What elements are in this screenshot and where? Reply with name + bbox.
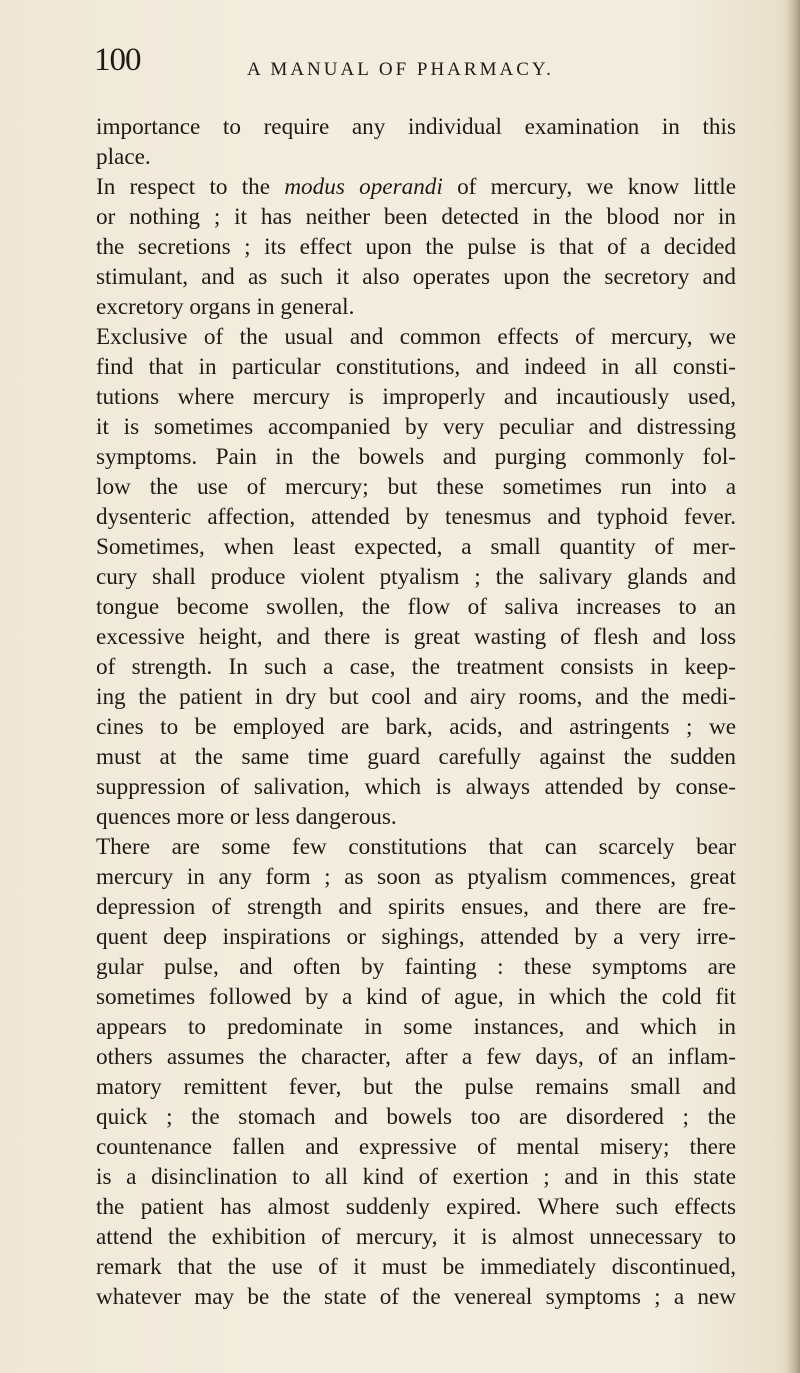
text-line: quences more or less dangerous. [96,804,397,830]
text-line: tutions where mercury is improperly and incautiously used, [96,384,736,410]
text-line: cines to be employed are bark, acids, and astringents ; we [96,714,736,740]
page-edge-shadow [786,0,800,1373]
page-number: 100 [94,42,141,78]
text-line: sometimes followed by a kind of ague, in which the cold fit [96,984,736,1010]
text-line: importance to require any individual examination in this [96,114,736,140]
text-line: excessive height, and there is great wasting of flesh and loss [96,624,736,650]
text-line: cury shall produce violent ptyalism ; the salivary glands and [96,564,736,590]
text-line: appears to predominate in some instances, and which in [96,1014,736,1040]
text-line: suppression of salivation, which is always attended by conse- [96,774,736,800]
text-line: quent deep inspirations or sighings, attended by a very irre- [96,924,736,950]
text-line: dysenteric affection, attended by tenesmus and typhoid fever. [96,504,736,530]
text-line: or nothing ; it has neither been detected in the blood nor in [96,204,736,230]
text-line: In respect to the modus operandi of mercury, we know little [96,174,736,200]
text-line: it is sometimes accompanied by very peculiar and distressing [96,414,736,440]
text-line: excretory organs in general. [96,294,355,320]
text-line: symptoms. Pain in the bowels and purging commonly fol- [96,444,736,470]
text-line: countenance fallen and expressive of mental misery; there [96,1134,736,1160]
text-line: the patient has almost suddenly expired. Where such effects [96,1194,736,1220]
text-line: There are some few constitutions that can scarcely bear [96,834,736,860]
text-line: is a disinclination to all kind of exertion ; and in this state [96,1164,736,1190]
text-line: must at the same time guard carefully against the sudden [96,744,736,770]
text-line: matory remittent fever, but the pulse remains small and [96,1074,736,1100]
running-head: A MANUAL OF PHARMACY. [247,59,554,80]
text-line: Exclusive of the usual and common effects of mercury, we [96,324,736,350]
text-line: remark that the use of it must be immediately discontinued, [96,1254,736,1280]
text-line: gular pulse, and often by fainting : these symptoms are [96,954,736,980]
text-line: tongue become swollen, the flow of saliva increases to an [96,594,736,620]
text-line: find that in particular constitutions, and indeed in all consti- [96,354,736,380]
text-line: depression of strength and spirits ensues, and there are fre- [96,894,736,920]
text-line: stimulant, and as such it also operates upon the secretory and [96,264,736,290]
text-line: attend the exhibition of mercury, it is almost unnecessary to [96,1224,736,1250]
text-line: whatever may be the state of the venereal symptoms ; a new [96,1284,736,1310]
text-line: place. [96,144,151,170]
text-line: the secretions ; its effect upon the pulse is that of a decided [96,234,736,260]
text-line: ing the patient in dry but cool and airy rooms, and the medi- [96,684,736,710]
text-line: low the use of mercury; but these sometimes run into a [96,474,736,500]
text-line: Sometimes, when least expected, a small quantity of mer- [96,534,736,560]
text-line: of strength. In such a case, the treatment consists in keep- [96,654,736,680]
text-line: quick ; the stomach and bowels too are disordered ; the [96,1104,736,1130]
text-line: mercury in any form ; as soon as ptyalism commences, great [96,864,736,890]
text-line: others assumes the character, after a few days, of an inflam- [96,1044,736,1070]
body-text [96,112,736,1312]
